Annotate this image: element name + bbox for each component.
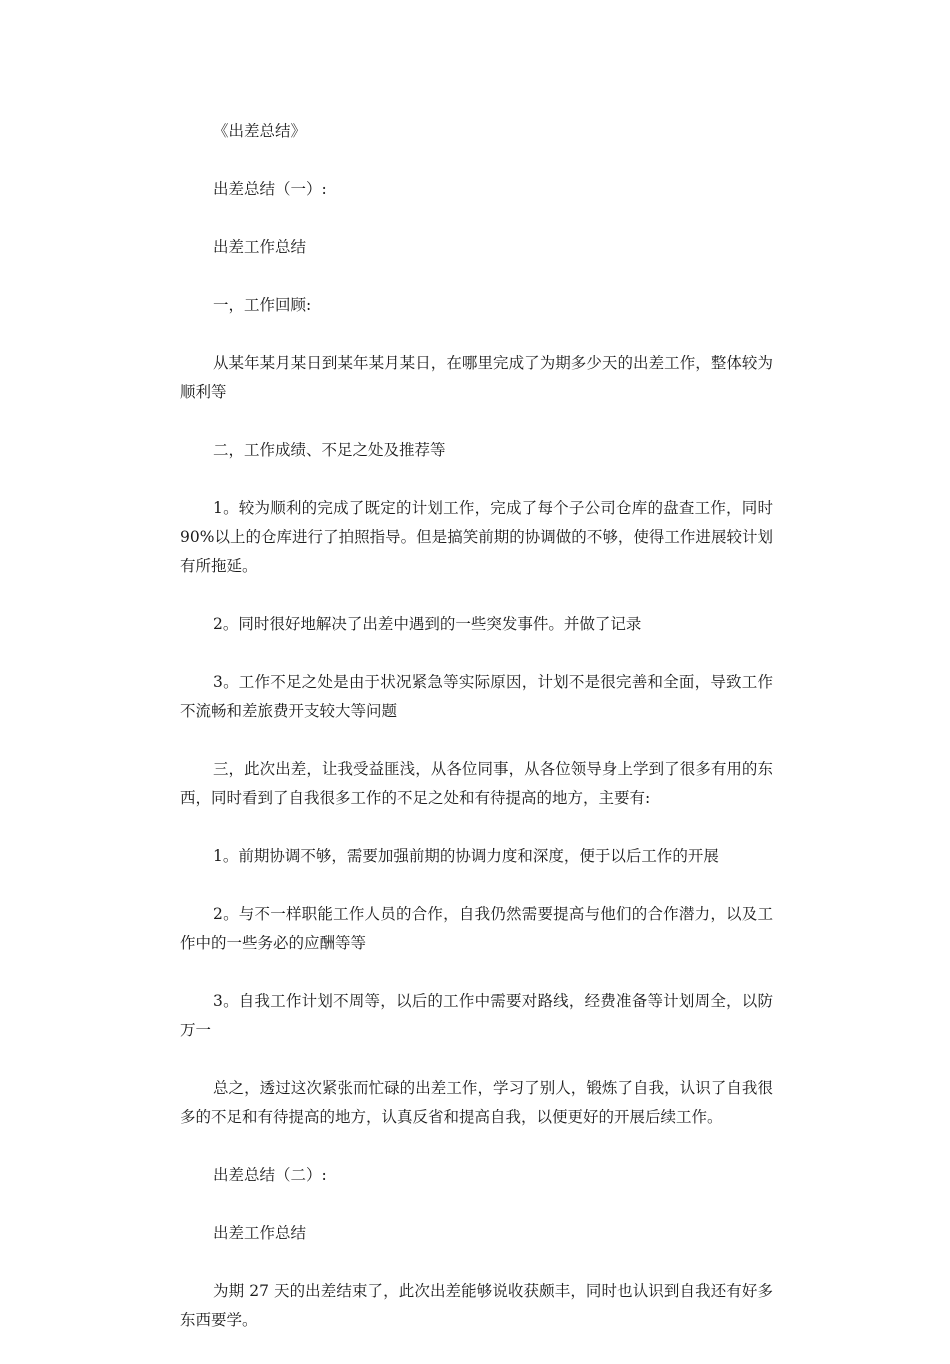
document-body: [180, 117, 773, 1364]
paragraph: 3。工作不足之处是由于状况紧急等实际原因，计划不是很完善和全面，导致工作不流畅和差旅费开支较大等问题: [180, 673, 773, 720]
section-heading-1: 出差总结（一）:: [213, 180, 327, 198]
document-title: 《出差总结》: [213, 122, 307, 140]
paragraph: 从某年某月某日到某年某月某日，在哪里完成了为期多少天的出差工作，整体较为顺利等: [180, 354, 773, 401]
paragraph: 1。较为顺利的完成了既定的计划工作，完成了每个子公司仓库的盘查工作，同时 90%以上的仓库进行了拍照指导。但是搞笑前期的协调做的不够，使得工作进展较计划有所拖延。: [180, 499, 773, 575]
subheading: 一，工作回顾:: [213, 296, 312, 314]
paragraph: 总之，透过这次紧张而忙碌的出差工作，学习了别人，锻炼了自我，认识了自我很多的不足和有待提高的地方，认真反省和提高自我，以便更好的开展后续工作。: [180, 1079, 773, 1126]
paragraph: 3。自我工作计划不周等，以后的工作中需要对路线，经费准备等计划周全，以防万一: [180, 992, 773, 1039]
subheading: 出差工作总结: [213, 1224, 307, 1242]
paragraph: 2。与不一样职能工作人员的合作，自我仍然需要提高与他们的合作潜力，以及工作中的一些务必的应酬等等: [180, 905, 773, 952]
section-heading-2: 出差总结（二）:: [213, 1166, 327, 1184]
paragraph: 2。同时很好地解决了出差中遇到的一些突发事件。并做了记录: [213, 615, 642, 633]
subheading: 二，工作成绩、不足之处及推荐等: [213, 441, 446, 459]
paragraph: 三，此次出差，让我受益匪浅，从各位同事，从各位领导身上学到了很多有用的东西，同时看到了自我很多工作的不足之处和有待提高的地方，主要有:: [180, 760, 773, 807]
paragraph: 1。前期协调不够，需要加强前期的协调力度和深度，便于以后工作的开展: [213, 847, 719, 865]
paragraph: 为期 27 天的出差结束了，此次出差能够说收获颇丰，同时也认识到自我还有好多东西要学。: [180, 1282, 773, 1329]
subheading: 出差工作总结: [213, 238, 307, 256]
